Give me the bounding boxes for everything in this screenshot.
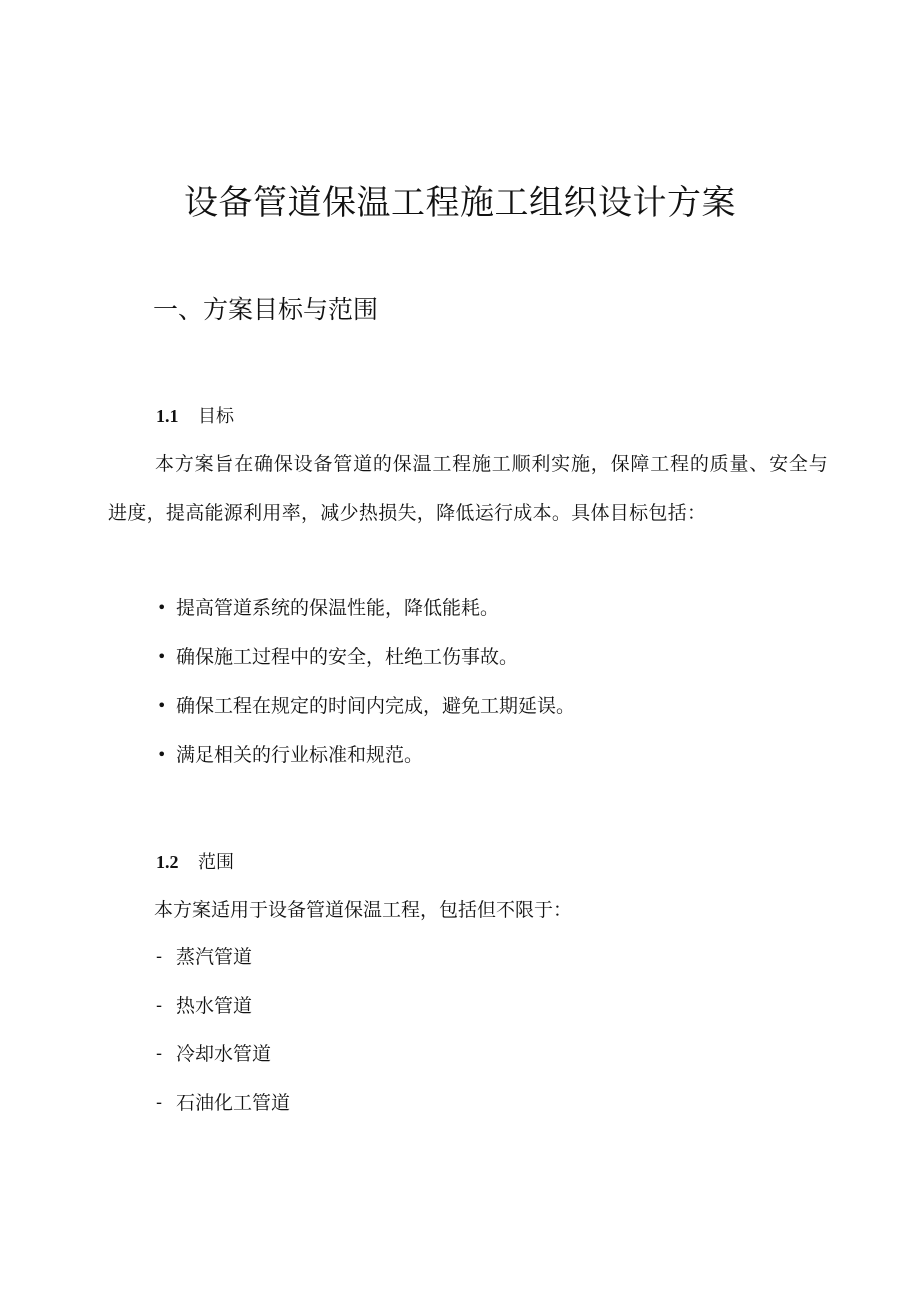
subsection-number: 1.1 [156,406,179,426]
document-title: 设备管道保温工程施工组织设计方案 [184,183,736,223]
section-heading: 一、方案目标与范围 [153,295,379,324]
subsection-label: 范围 [198,852,234,873]
list-item: 确保施工过程中的安全，杜绝工伤事故。 [176,646,519,668]
dash-icon: - [156,1043,163,1064]
list-item: 满足相关的行业标准和规范。 [176,744,424,766]
bullet-icon: • [157,598,167,617]
list-item: 蒸汽管道 [176,946,253,968]
list-item: 提高管道系统的保温性能，降低能耗。 [176,597,500,619]
subsection-label: 目标 [198,406,234,427]
dash-icon: - [156,946,163,967]
subsection-heading-goal [156,402,234,431]
dash-icon: - [156,995,163,1016]
scope-intro: 本方案适用于设备管道保温工程，包括但不限于： [154,899,573,921]
subsection-heading-scope [156,848,234,877]
bullet-icon: • [157,745,167,764]
list-item: 热水管道 [176,995,253,1017]
bullet-icon: • [157,647,167,666]
goal-paragraph: 本方案旨在确保设备管道的保温工程施工顺利实施，保障工程的质量、安全与进度，提高能源利用率，减少热损失，降低运行成本。具体目标包括： [108,453,828,524]
subsection-number: 1.2 [156,852,179,872]
list-item: 冷却水管道 [176,1043,272,1065]
list-item: 确保工程在规定的时间内完成，避免工期延误。 [176,695,576,717]
bullet-icon: • [157,696,167,715]
list-item: 石油化工管道 [176,1092,291,1114]
dash-icon: - [156,1092,163,1113]
